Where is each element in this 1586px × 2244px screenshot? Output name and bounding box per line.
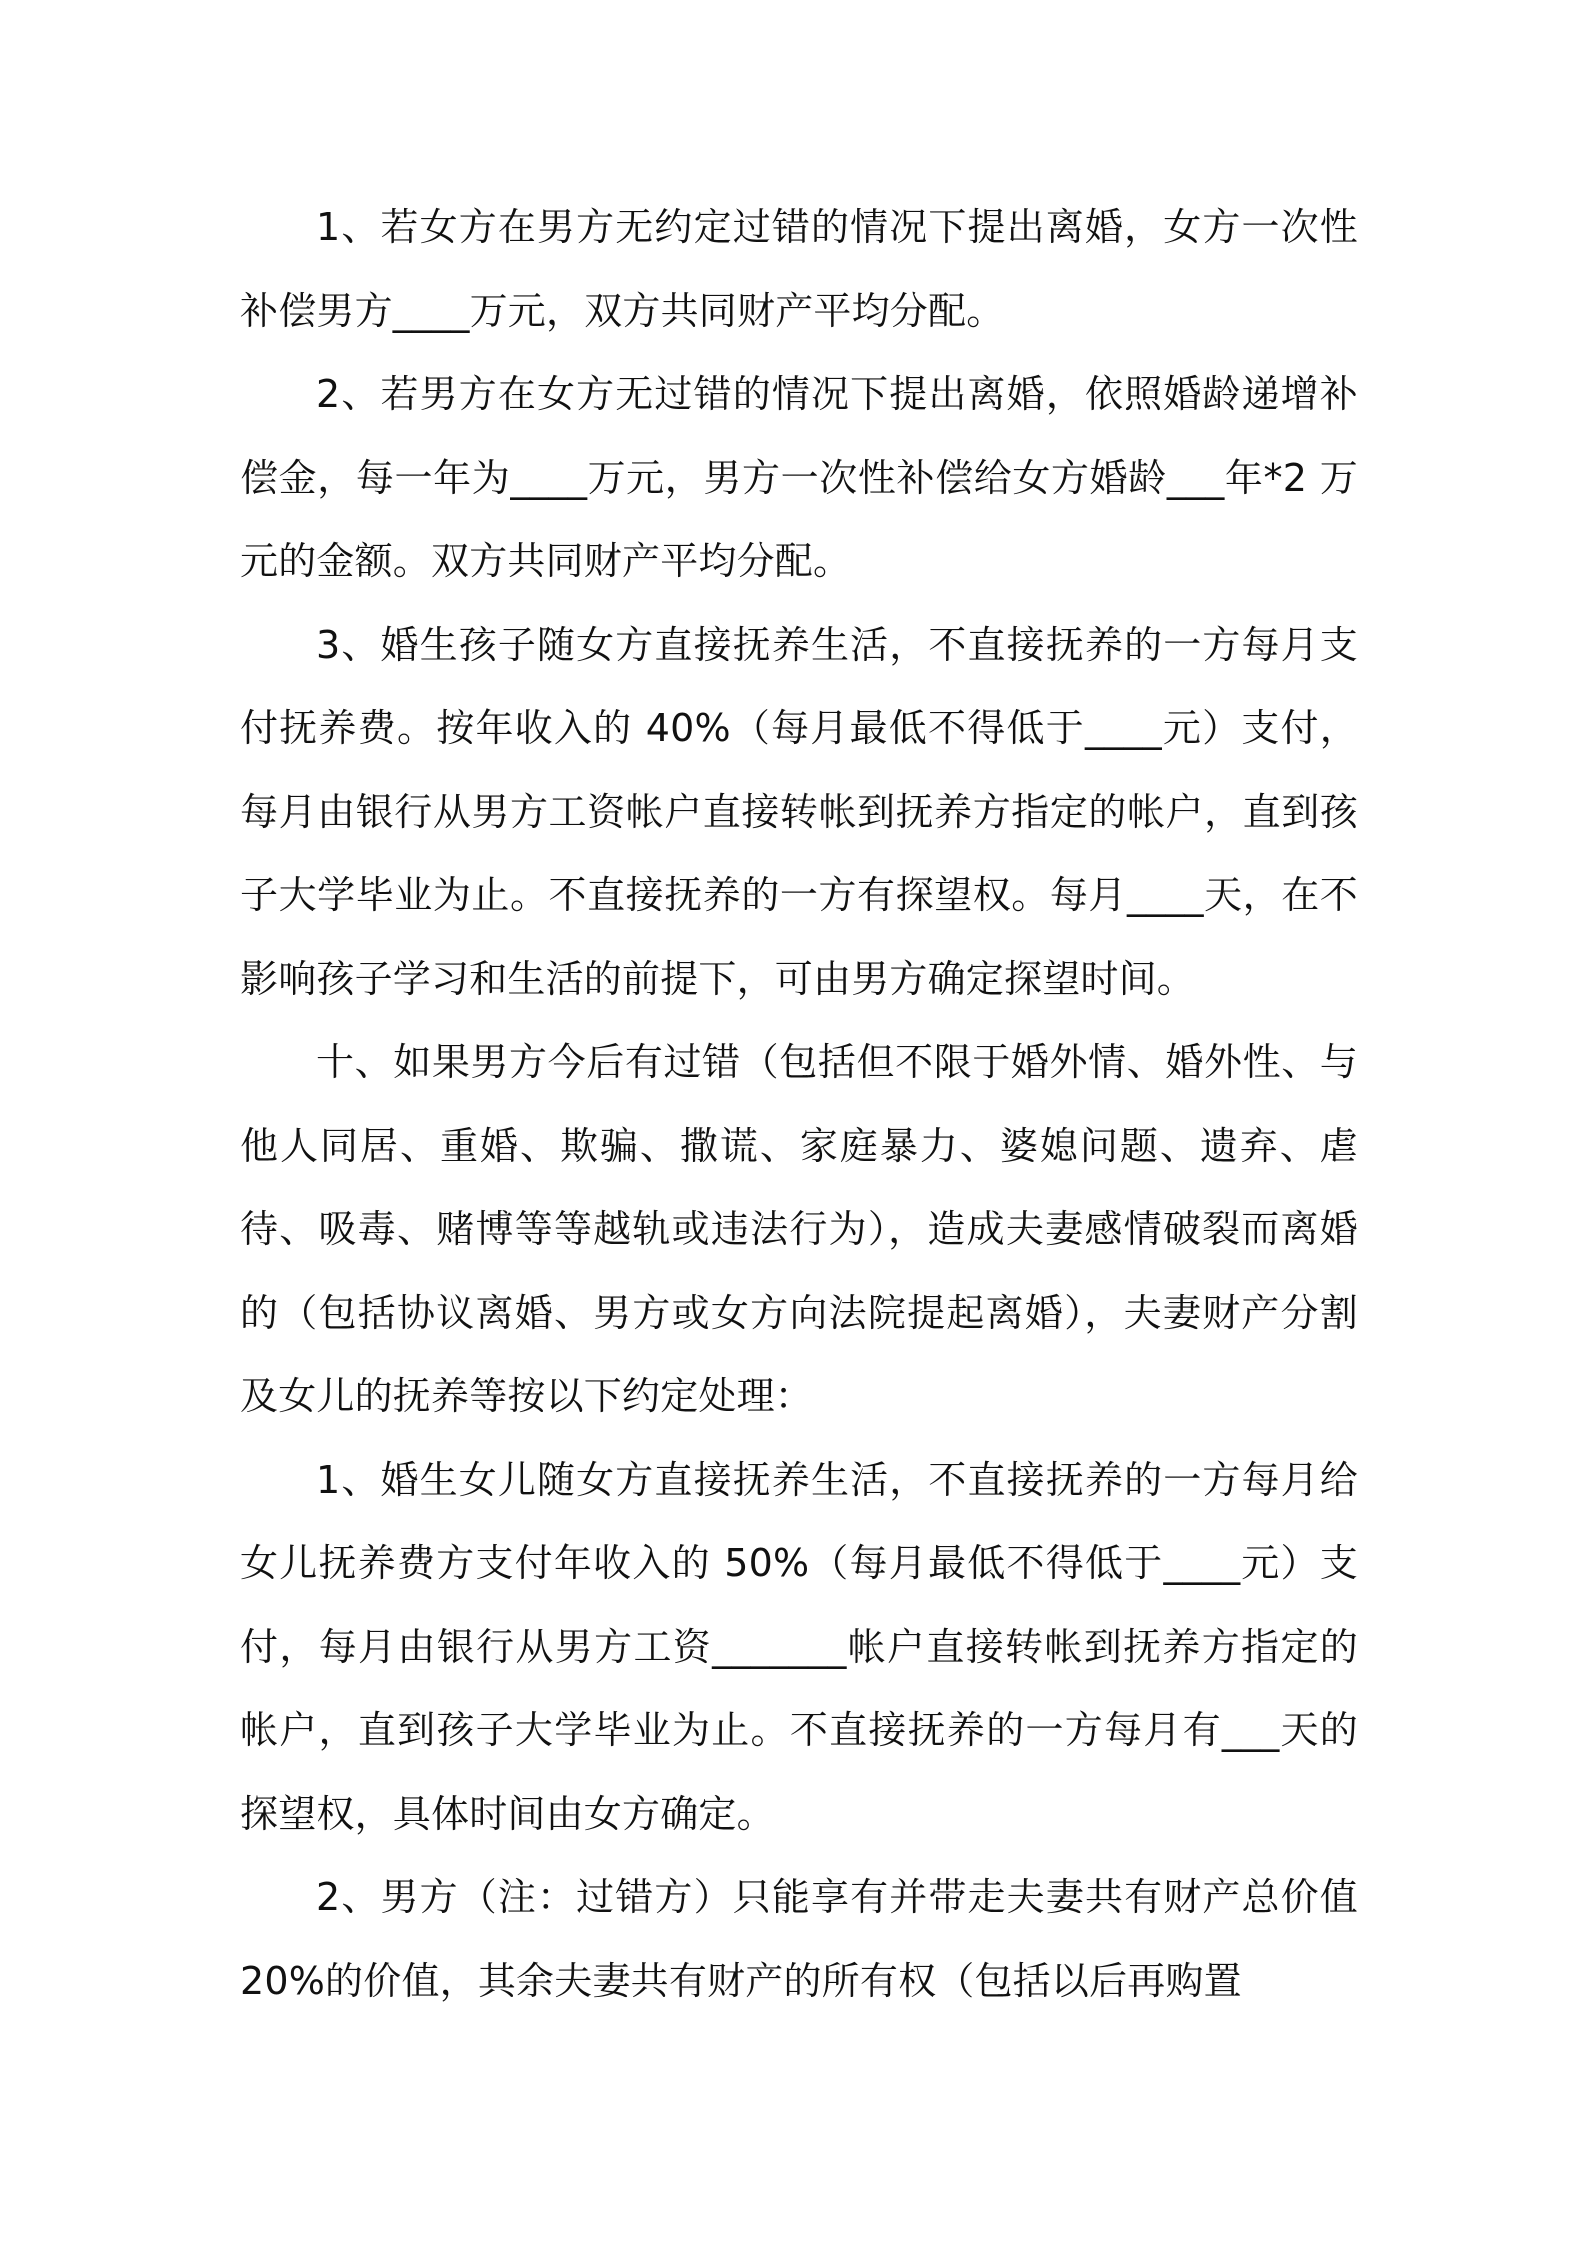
paragraph-article-10-item-2: 2、男方（注：过错方）只能享有并带走夫妻共有财产总价值 20%的价值，其余夫妻共有财产的所有权（包括以后再购置 (240, 1875, 1358, 2003)
paragraph-clause-3-child-custody: 3、婚生孩子随女方直接抚养生活，不直接抚养的一方每月支付抚养费。按年收入的 40%（每月最低不得低于____元）支付，每月由银行从男方工资帐户直接转帐到抚养方指定的帐户，直到孩子大学毕业为止。不直接抚养的一方有探望权。每月____天，在不影响孩子学习和生活的前提下，可由男方确定探望时间。 (240, 622, 1358, 1001)
paragraph-article-10-male-fault: 十、如果男方今后有过错（包括但不限于婚外情、婚外性、与他人同居、重婚、欺骗、撒谎、家庭暴力、婆媳问题、遗弃、虐待、吸毒、赌博等等越轨或违法行为），造成夫妻感情破裂而离婚的（包括协议离婚、男方或女方向法院提起离婚），夫妻财产分割及女儿的抚养等按以下约定处理： (240, 1040, 1358, 1418)
paragraph-article-10-item-1: 1、婚生女儿随女方直接抚养生活，不直接抚养的一方每月给女儿抚养费方支付年收入的 50%（每月最低不得低于____元）支付，每月由银行从男方工资_______帐户直接转帐到抚养方指定的帐户，直到孩子大学毕业为止。不直接抚养的一方每月有___天的探望权，具体时间由女方确定。 (240, 1457, 1358, 1836)
paragraph-clause-2-male-initiated: 2、若男方在女方无过错的情况下提出离婚，依照婚龄递增补偿金，每一年为____万元，男方一次性补偿给女方婚龄___年*2 万元的金额。双方共同财产平均分配。 (240, 372, 1358, 583)
document-body (240, 186, 1358, 2023)
paragraph-clause-1-female-initiated: 1、若女方在男方无约定过错的情况下提出离婚，女方一次性补偿男方____万元，双方共同财产平均分配。 (240, 205, 1358, 333)
